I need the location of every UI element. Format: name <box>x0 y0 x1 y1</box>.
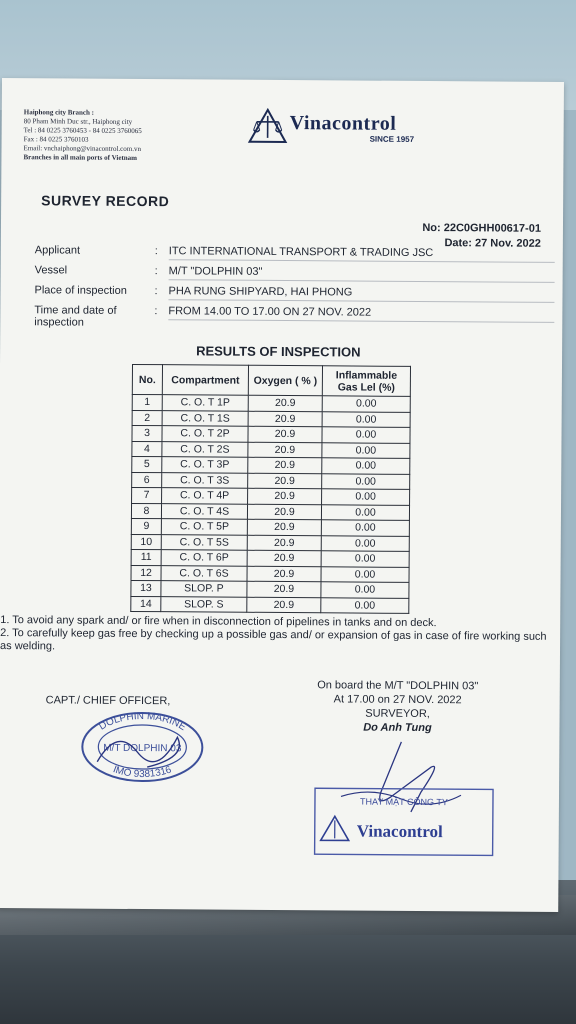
cell-gas: 0.00 <box>322 411 410 427</box>
table-row <box>131 596 409 613</box>
cell-gas: 0.00 <box>321 535 409 551</box>
document-date: Date: 27 Nov. 2022 <box>444 237 541 250</box>
cell-oxygen: 20.9 <box>247 550 321 566</box>
cell-compartment: C. O. T 5S <box>161 534 247 550</box>
cell-oxygen: 20.9 <box>248 395 322 411</box>
logo-brand: Vinacontrol <box>289 112 397 135</box>
branch-address: 80 Pham Minh Duc str., Haiphong city <box>23 117 133 126</box>
header-gas: Inflammable Gas Lel (%) <box>322 366 410 397</box>
cell-gas: 0.00 <box>322 442 410 458</box>
cell-gas: 0.00 <box>321 504 409 520</box>
cell-oxygen: 20.9 <box>248 473 322 489</box>
cell-compartment: C. O. T 2S <box>162 441 248 457</box>
field-label: Time and date of inspection <box>34 304 117 329</box>
cell-compartment: C. O. T 4S <box>161 503 247 519</box>
surveyor-name: Do Anh Tung <box>363 721 432 735</box>
branch-tel: Tel : 84 0225 3760453 - 84 0225 3760065 <box>23 126 142 136</box>
field-label: Place of inspection <box>34 284 127 297</box>
ship-stamp-middle-text: M/T DOLPHIN 03 <box>103 742 182 755</box>
cell-compartment: C. O. T 6P <box>161 550 247 566</box>
cell-no: 11 <box>131 549 161 565</box>
cell-gas: 0.00 <box>321 551 409 567</box>
cell-oxygen: 20.9 <box>247 504 321 520</box>
cell-oxygen: 20.9 <box>247 519 321 535</box>
cell-oxygen: 20.9 <box>248 457 322 473</box>
inspection-fields <box>34 244 555 340</box>
field-label: Applicant <box>34 244 81 257</box>
cell-compartment: C. O. T 6S <box>161 565 247 581</box>
cell-no: 4 <box>132 441 162 457</box>
cell-oxygen: 20.9 <box>248 488 322 504</box>
field-colon: : <box>154 285 158 298</box>
branch-fax: Fax : 84 0225 3760103 <box>23 135 89 144</box>
cell-oxygen: 20.9 <box>247 535 321 551</box>
cell-oxygen: 20.9 <box>248 411 322 427</box>
results-table <box>130 364 411 614</box>
cell-compartment: C. O. T 5P <box>161 519 247 535</box>
field-value: FROM 14.00 TO 17.00 ON 27 NOV. 2022 <box>168 305 554 323</box>
results-body <box>131 394 411 613</box>
results-title: RESULTS OF INSPECTION <box>196 343 361 360</box>
note-1: 1. To avoid any spark and/ or fire when in disconnection of pipelines in tanks and on deck. <box>0 614 437 630</box>
cell-oxygen: 20.9 <box>248 442 322 458</box>
notes <box>0 614 560 657</box>
document-title: SURVEY RECORD <box>41 192 170 210</box>
cell-compartment: C. O. T 3S <box>162 472 248 488</box>
note-2: 2. To carefully keep gas free by checking up a possible gas and/ or expansion of gas in case of fire working such as welding. <box>0 627 547 653</box>
field-label: Vessel <box>34 264 68 277</box>
document-number: No: 22C0GHH00617-01 <box>422 221 542 235</box>
ship-stamp <box>77 707 208 788</box>
cell-compartment: C. O. T 2P <box>162 426 248 442</box>
scales-icon <box>248 108 288 144</box>
ship-stamp-bottom-text: IMO 9381316 <box>111 764 173 781</box>
cell-no: 14 <box>131 596 161 612</box>
field-colon: : <box>154 305 158 318</box>
cell-oxygen: 20.9 <box>247 581 321 597</box>
logo-since: SINCE 1957 <box>369 134 415 144</box>
cell-no: 7 <box>132 487 162 503</box>
vinacontrol-stamp <box>313 786 495 857</box>
cell-gas: 0.00 <box>321 520 409 536</box>
vina-stamp-text: THAY MẶT CÔNG TY <box>359 796 448 808</box>
cell-oxygen: 20.9 <box>247 566 321 582</box>
captain-signature-label: CAPT./ CHIEF OFFICER, <box>45 694 171 708</box>
branch-email: Email: vnchaiphong@vinacontrol.com.vn <box>23 144 141 154</box>
field-value: PHA RUNG SHIPYARD, HAI PHONG <box>168 285 554 303</box>
cell-no: 9 <box>131 518 161 534</box>
cell-compartment: C. O. T 1P <box>162 395 248 411</box>
cell-no: 6 <box>132 472 162 488</box>
branch-footer: Branches in all main ports of Vietnam <box>23 153 138 162</box>
cell-oxygen: 20.9 <box>247 597 321 613</box>
field-colon: : <box>154 245 158 258</box>
field-time <box>34 304 554 340</box>
cell-gas: 0.00 <box>321 597 409 613</box>
cell-compartment: SLOP. S <box>161 596 247 612</box>
cell-compartment: SLOP. P <box>161 581 247 597</box>
cell-compartment: C. O. T 1S <box>162 410 248 426</box>
at-line: At 17.00 on 27 NOV. 2022 <box>333 693 462 707</box>
results-header-row <box>132 364 410 396</box>
cell-gas: 0.00 <box>321 582 409 598</box>
surveyor-label: SURVEYOR, <box>365 707 430 721</box>
cell-gas: 0.00 <box>322 473 410 489</box>
branch-info <box>23 108 223 163</box>
survey-record-page <box>0 78 564 912</box>
cell-gas: 0.00 <box>322 396 410 412</box>
cell-no: 13 <box>131 580 161 596</box>
on-board-line: On board the M/T "DOLPHIN 03" <box>317 679 479 693</box>
vina-stamp-brand: Vinacontrol <box>356 821 443 842</box>
header-no: No. <box>132 364 162 394</box>
ship-stamp-top-text: DOLPHIN MARINE <box>97 710 188 734</box>
cell-gas: 0.00 <box>322 458 410 474</box>
field-value: M/T "DOLPHIN 03" <box>169 265 555 283</box>
cell-gas: 0.00 <box>322 489 410 505</box>
vinacontrol-logo <box>248 108 448 149</box>
cell-gas: 0.00 <box>321 566 409 582</box>
cell-no: 5 <box>132 456 162 472</box>
field-value: ITC INTERNATIONAL TRANSPORT & TRADING JSC <box>169 245 555 263</box>
cell-no: 8 <box>131 503 161 519</box>
cell-no: 3 <box>132 425 162 441</box>
surveyor-block <box>287 678 507 736</box>
header-compartment: Compartment <box>162 365 248 396</box>
field-colon: : <box>154 265 158 278</box>
header-oxygen: Oxygen ( % ) <box>248 365 322 396</box>
branch-title: Haiphong city Branch : <box>23 108 94 117</box>
cell-compartment: C. O. T 4P <box>162 488 248 504</box>
cell-gas: 0.00 <box>322 427 410 443</box>
cell-no: 2 <box>132 410 162 426</box>
cell-no: 12 <box>131 565 161 581</box>
cell-no: 10 <box>131 534 161 550</box>
cell-compartment: C. O. T 3P <box>162 457 248 473</box>
cell-no: 1 <box>132 394 162 410</box>
cell-oxygen: 20.9 <box>248 426 322 442</box>
